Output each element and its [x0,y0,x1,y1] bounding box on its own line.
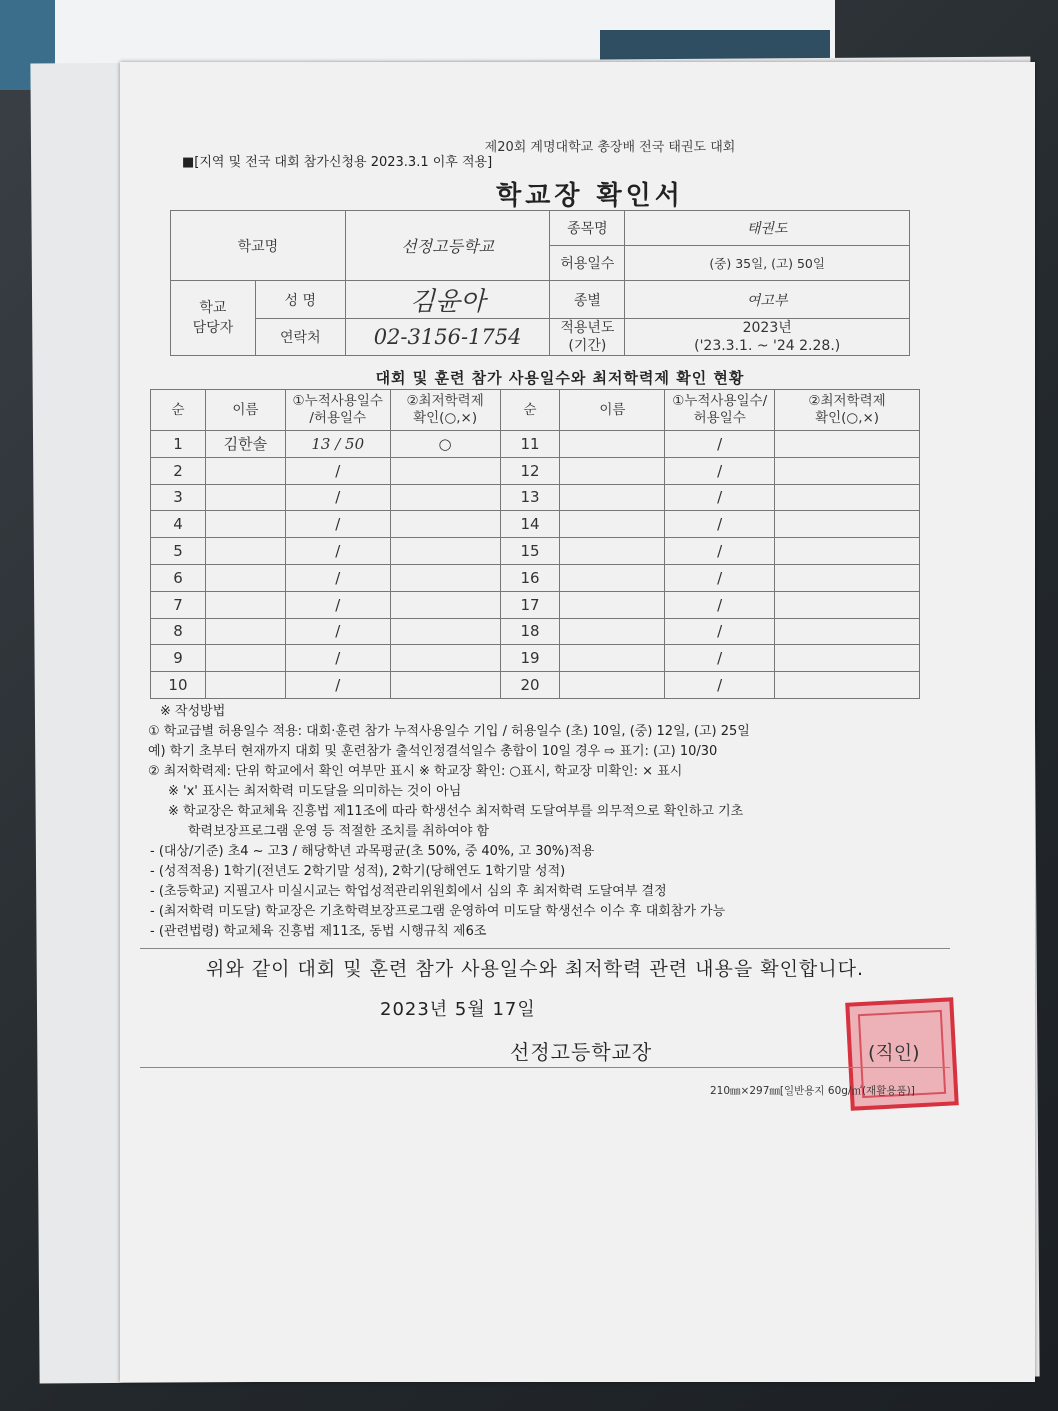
row-number: 11 [500,431,560,458]
note-line: ※ 작성방법 [160,704,226,719]
row-number: 7 [151,591,206,618]
min-academic-check [775,538,920,565]
contact-label: 연락처 [255,319,345,356]
athlete-name [560,672,665,699]
athlete-name [560,484,665,511]
allowed-days-label: 허용일수 [550,246,625,281]
min-academic-check [775,511,920,538]
min-academic-check [775,431,920,458]
note-line: - (대상/기준) 초4 ~ 고3 / 해당학년 과목평균(초 50%, 중 40%, 고 30%)적용 [150,844,595,859]
note-line: 학력보장프로그램 운영 등 적절한 조치를 취하여야 함 [188,824,490,839]
year-label: 적용년도 (기간) [550,319,625,356]
min-academic-check [775,645,920,672]
form-usage-note: ■[지역 및 전국 대회 참가신청용 2023.3.1 이후 적용] [182,155,493,170]
row-number: 8 [151,618,206,645]
note-line: - (초등학교) 지필고사 미실시교는 학업성적관리위원회에서 심의 후 최저학력 도달여부 결정 [150,884,667,899]
row-number: 17 [500,591,560,618]
table-row [151,431,920,458]
min-academic-check: ○ [390,431,500,458]
seal-label: (직인) [868,1042,920,1064]
athlete-name [205,672,285,699]
days-used: / [665,672,775,699]
note-line: ※ 'x' 표시는 최저학력 미도달을 의미하는 것이 아님 [168,784,462,799]
days-used: / [665,564,775,591]
days-used: / [285,457,390,484]
athlete-name [205,484,285,511]
athlete-name [205,511,285,538]
athlete-name [205,645,285,672]
row-number: 20 [500,672,560,699]
event-label: 종목명 [550,211,625,246]
table-row [151,457,920,484]
note-line: - (최저학력 미도달) 학교장은 기초학력보장프로그램 운영하여 미도달 학생선수 이수 후 대회참가 가능 [150,904,726,919]
athlete-name [205,457,285,484]
table-row [151,672,920,699]
min-academic-check [390,484,500,511]
athlete-name [560,591,665,618]
min-academic-check [775,564,920,591]
table-row [151,538,920,565]
row-number: 10 [151,672,206,699]
athlete-name [560,431,665,458]
days-used: / [285,484,390,511]
row-number: 6 [151,564,206,591]
roster-body [151,431,920,699]
days-used: / [665,538,775,565]
note-line: - (성적적용) 1학기(전년도 2학기말 성적), 2학기(당해연도 1학기말 성적) [150,864,566,879]
roster-title: 대회 및 훈련 참가 사용일수와 최저학력제 확인 현황 [375,369,745,387]
period-value: ('23.3.1. ~ '24 2.28.) [694,338,841,354]
principal-name: 선정고등학교장 [510,1040,653,1064]
min-academic-check [390,457,500,484]
min-academic-check [390,672,500,699]
days-used: 13 / 50 [285,431,390,458]
min-academic-check [390,564,500,591]
header-name-2: 이름 [560,390,665,431]
athlete-name [205,618,285,645]
event-value: 태권도 [625,211,910,246]
days-used: / [665,511,775,538]
row-number: 3 [151,484,206,511]
allowed-days-value: (중) 35일, (고) 50일 [625,246,910,281]
min-academic-check [390,645,500,672]
manager-label: 학교 담당자 [171,281,256,356]
contact-value: 02-3156-1754 [345,319,550,356]
athlete-name [560,645,665,672]
table-row [151,645,920,672]
min-academic-check [775,457,920,484]
athlete-name [560,618,665,645]
contest-name: 제20회 계명대학교 총장배 전국 태권도 대회 [484,140,736,155]
manager-name-label: 성 명 [255,281,345,319]
days-used: / [665,431,775,458]
row-number: 5 [151,538,206,565]
days-used: / [285,645,390,672]
table-row [151,564,920,591]
days-used: / [665,591,775,618]
athlete-name [560,538,665,565]
min-academic-check [390,538,500,565]
year-cell [625,319,910,356]
athlete-name [560,457,665,484]
divider [140,1067,950,1068]
athlete-name [205,591,285,618]
days-used: / [285,538,390,565]
row-number: 19 [500,645,560,672]
row-number: 9 [151,645,206,672]
athlete-name [560,564,665,591]
manager-name-value: 김윤아 [345,281,550,319]
row-number: 14 [500,511,560,538]
days-used: / [665,618,775,645]
header-days-2: ①누적사용일수/ 허용일수 [665,390,775,431]
row-number: 15 [500,538,560,565]
row-number: 4 [151,511,206,538]
year-value: 2023년 [742,320,792,336]
confirmation-statement: 위와 같이 대회 및 훈련 참가 사용일수와 최저학력 관련 내용을 확인합니다. [205,958,865,980]
divider [140,948,950,949]
note-line: 예) 학기 초부터 현재까지 대회 및 훈련참가 출석인정결석일수 총합이 10일 경우 ⇨ 표기: (고) 10/30 [148,744,718,759]
school-info-table [170,210,910,356]
athlete-name [205,564,285,591]
school-name-value: 선정고등학교 [345,211,550,281]
header-check: ②최저학력제 확인(○,×) [390,390,500,431]
min-academic-check [775,672,920,699]
athlete-name [560,511,665,538]
min-academic-check [390,511,500,538]
table-row [151,484,920,511]
days-used: / [285,564,390,591]
gender-value: 여고부 [625,281,910,319]
min-academic-check [775,618,920,645]
days-used: / [665,457,775,484]
school-name-label: 학교명 [171,211,346,281]
days-used: / [665,645,775,672]
days-used: / [285,618,390,645]
row-number: 13 [500,484,560,511]
athlete-name: 김한솔 [205,431,285,458]
row-number: 16 [500,564,560,591]
days-used: / [665,484,775,511]
table-row [151,591,920,618]
row-number: 12 [500,457,560,484]
gender-label: 종별 [550,281,625,319]
min-academic-check [390,618,500,645]
paper-size-note: 210㎜×297㎜[일반용지 60g/㎡(재활용품)] [710,1085,915,1097]
min-academic-check [775,484,920,511]
min-academic-check [775,591,920,618]
confirmation-form-sheet [120,62,1035,1382]
document-title: 학교장 확인서 [496,181,684,211]
note-line: ① 학교급별 허용일수 적용: 대회·훈련 참가 누적사용일수 기입 / 허용일수 (초) 10일, (중) 12일, (고) 25일 [148,724,750,739]
header-no-2: 순 [500,390,560,431]
header-days: ①누적사용일수 /허용일수 [285,390,390,431]
roster-table [150,389,920,699]
header-no: 순 [151,390,206,431]
min-academic-check [390,591,500,618]
writing-instructions [148,702,938,942]
row-number: 18 [500,618,560,645]
table-row [151,618,920,645]
days-used: / [285,511,390,538]
confirmation-date: 2023년 5월 17일 [380,999,536,1020]
roster-header-row [151,390,920,431]
days-used: / [285,591,390,618]
note-line: ② 최저학력제: 단위 학교에서 확인 여부만 표시 ※ 학교장 확인: ○표시, 학교장 미확인: × 표시 [148,764,683,779]
row-number: 2 [151,457,206,484]
athlete-name [205,538,285,565]
header-check-2: ②최저학력제 확인(○,×) [775,390,920,431]
days-used: / [285,672,390,699]
row-number: 1 [151,431,206,458]
table-row [151,511,920,538]
header-name: 이름 [205,390,285,431]
note-line: - (관련법령) 학교체육 진흥법 제11조, 동법 시행규칙 제6조 [150,924,487,939]
note-line: ※ 학교장은 학교체육 진흥법 제11조에 따라 학생선수 최저학력 도달여부를 의무적으로 확인하고 기초 [168,804,744,819]
